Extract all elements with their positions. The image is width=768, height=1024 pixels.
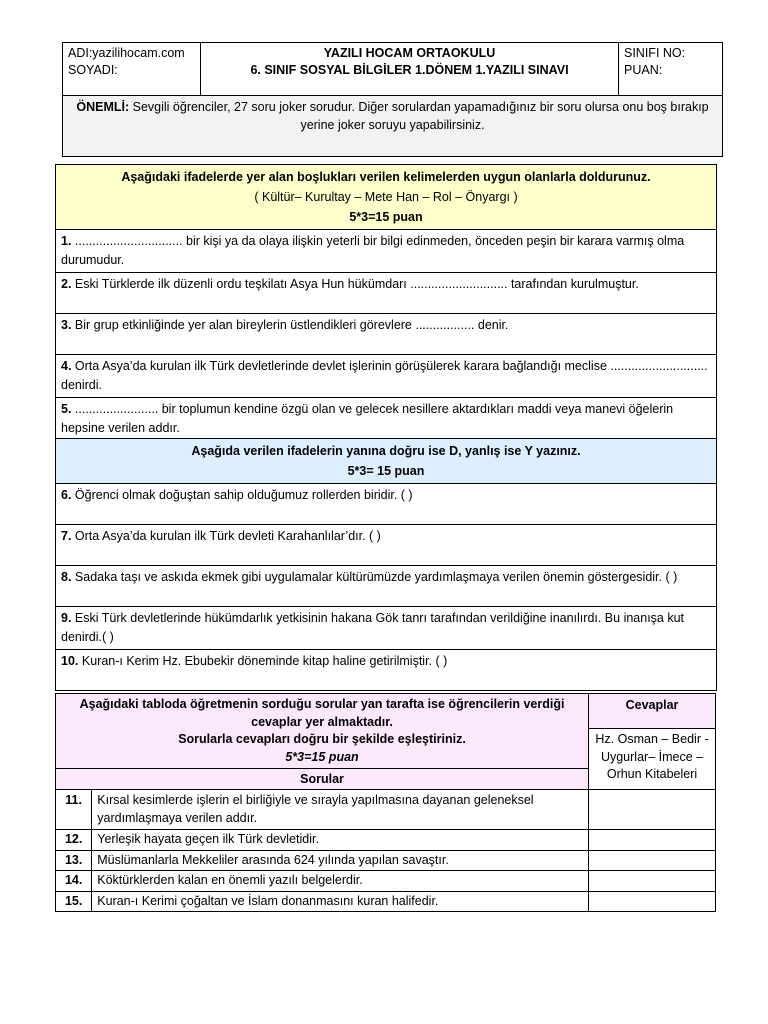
question-text: Eski Türklerde ilk düzenli ordu teşkilatı Asya Hun hükümdarı ............................ tarafından kurulmuştur. <box>71 277 639 291</box>
class-score-cell <box>619 43 723 96</box>
question-text: Bir grup etkinliğinde yer alan bireylerin üstlendikleri görevlere ................. denir. <box>71 318 509 332</box>
section1-header <box>56 165 717 230</box>
question-7 <box>56 525 717 566</box>
question-9 <box>56 607 717 650</box>
answers-header: Cevaplar <box>589 694 716 729</box>
section1-word-bank: ( Kültür– Kurultay – Mete Han – Rol – Önyargı ) <box>254 190 518 204</box>
question-8 <box>56 566 717 607</box>
class-label: SINIFI NO: <box>624 46 686 60</box>
question-number: 1. <box>61 234 72 248</box>
question-text: Yerleşik hayata geçen ilk Türk devletidir. <box>92 830 589 851</box>
question-1 <box>56 230 717 273</box>
score-label: PUAN: <box>624 63 663 77</box>
question-text: Kuran-ı Kerim Hz. Ebubekir döneminde kitap haline getirilmiştir. ( ) <box>78 654 448 668</box>
section3-instruction: Aşağıdaki tabloda öğretmenin sorduğu sorular yan tarafta ise öğrencilerin verdiği cevaplar yer almaktadır. <box>79 697 565 729</box>
question-text: Kuran-ı Kerimi çoğaltan ve İslam donanmasını kuran halifedir. <box>92 891 589 912</box>
questions-header: Sorular <box>56 769 589 790</box>
question-number: 2. <box>61 277 72 291</box>
answer-cell[interactable] <box>589 891 716 912</box>
section2-instruction: Aşağıda verilen ifadelerin yanına doğru ise D, yanlış ise Y yazınız. <box>191 444 581 458</box>
true-false-section <box>55 438 717 691</box>
question-text: Kırsal kesimlerde işlerin el birliğiyle ve sırayla yapılmasına dayanan geleneksel yardımlaşmaya verilen addır. <box>92 790 589 830</box>
exam-title: 6. SINIF SOSYAL BİLGİLER 1.DÖNEM 1.YAZILI SINAVI <box>250 63 569 77</box>
question-number: 15. <box>56 891 92 912</box>
question-number: 9. <box>61 611 72 625</box>
question-14 <box>56 871 716 892</box>
school-name: YAZILI HOCAM ORTAOKULU <box>323 46 496 60</box>
surname-label: SOYADI: <box>68 63 118 77</box>
section1-instruction: Aşağıdaki ifadelerde yer alan boşlukları verilen kelimelerden uygun olanlarla doldurunuz. <box>121 170 651 184</box>
question-12 <box>56 830 716 851</box>
exam-header <box>62 42 723 157</box>
answers-list: Hz. Osman – Bedir - Uygurlar– İmece – Orhun Kitabeleri <box>589 729 716 790</box>
matching-section <box>55 693 716 912</box>
question-11 <box>56 790 716 830</box>
question-text: Orta Asya’da kurulan ilk Türk devleti Karahanlılar’dır. ( ) <box>71 529 381 543</box>
question-6 <box>56 484 717 525</box>
question-number: 12. <box>56 830 92 851</box>
question-number: 10. <box>61 654 79 668</box>
question-10 <box>56 650 717 691</box>
question-text: Köktürklerden kalan en önemli yazılı belgelerdir. <box>92 871 589 892</box>
question-13 <box>56 850 716 871</box>
answer-cell[interactable] <box>589 850 716 871</box>
question-text: Eski Türk devletlerinde hükümdarlık yetkisinin hakana Gök tanrı tarafından verildiğine inanılırdı. Bu inanışa kut denirdi.( ) <box>61 611 685 644</box>
question-number: 6. <box>61 488 72 502</box>
question-text: ........................ bir toplumun kendine özgü olan ve gelecek nesillere aktardıkları maddi veya manevi öğelerin hepsine verilen addır. <box>61 402 674 435</box>
exam-title-cell <box>201 43 619 96</box>
question-number: 14. <box>56 871 92 892</box>
question-text: ............................... bir kişi ya da olaya ilişkin yeterli bir bilgi edinmeden, önceden peşin bir karara varmış olma durumudur. <box>61 234 685 267</box>
question-text: Sadaka taşı ve askıda ekmek gibi uygulamalar kültürümüzde yardımlaşmaya verilen önemin göstergesidir. ( ) <box>71 570 678 584</box>
note-label: ÖNEMLİ: <box>76 100 130 114</box>
section2-header <box>56 439 717 484</box>
question-15 <box>56 891 716 912</box>
section3-instruction2: Sorularla cevapları doğru bir şekilde eşleştiriniz. <box>178 732 466 746</box>
question-number: 8. <box>61 570 72 584</box>
question-number: 3. <box>61 318 72 332</box>
question-5 <box>56 398 717 441</box>
question-text: Orta Asya’da kurulan ilk Türk devletlerinde devlet işlerinin görüşülerek karara bağlandığı meclise ............................ denirdi. <box>61 359 708 392</box>
name-label: ADI:yazilihocam.com <box>68 46 185 60</box>
section3-points: 5*3=15 puan <box>285 749 359 764</box>
fill-in-blanks-section <box>55 164 717 441</box>
section1-points: 5*3=15 puan <box>349 210 423 224</box>
note-text: Sevgili öğrenciler, 27 soru joker sorudur. Diğer sorulardan yapamadığınız bir soru olursa onu boş bırakıp yerine joker soruyu yapabilirsiniz. <box>129 100 709 132</box>
question-4 <box>56 355 717 398</box>
answer-cell[interactable] <box>589 871 716 892</box>
question-number: 4. <box>61 359 72 373</box>
question-text: Müslümanlarla Mekkeliler arasında 624 yılında yapılan savaştır. <box>92 850 589 871</box>
answer-cell[interactable] <box>589 830 716 851</box>
section3-header <box>56 694 589 769</box>
important-note <box>63 96 723 157</box>
question-number: 5. <box>61 402 72 416</box>
student-info-cell <box>63 43 201 96</box>
section2-points: 5*3= 15 puan <box>347 464 425 478</box>
question-number: 7. <box>61 529 72 543</box>
question-text: Öğrenci olmak doğuştan sahip olduğumuz rollerden biridir. ( ) <box>71 488 413 502</box>
answer-cell[interactable] <box>589 790 716 830</box>
question-number: 13. <box>56 850 92 871</box>
question-3 <box>56 314 717 355</box>
question-number: 11. <box>56 790 92 830</box>
question-2 <box>56 273 717 314</box>
